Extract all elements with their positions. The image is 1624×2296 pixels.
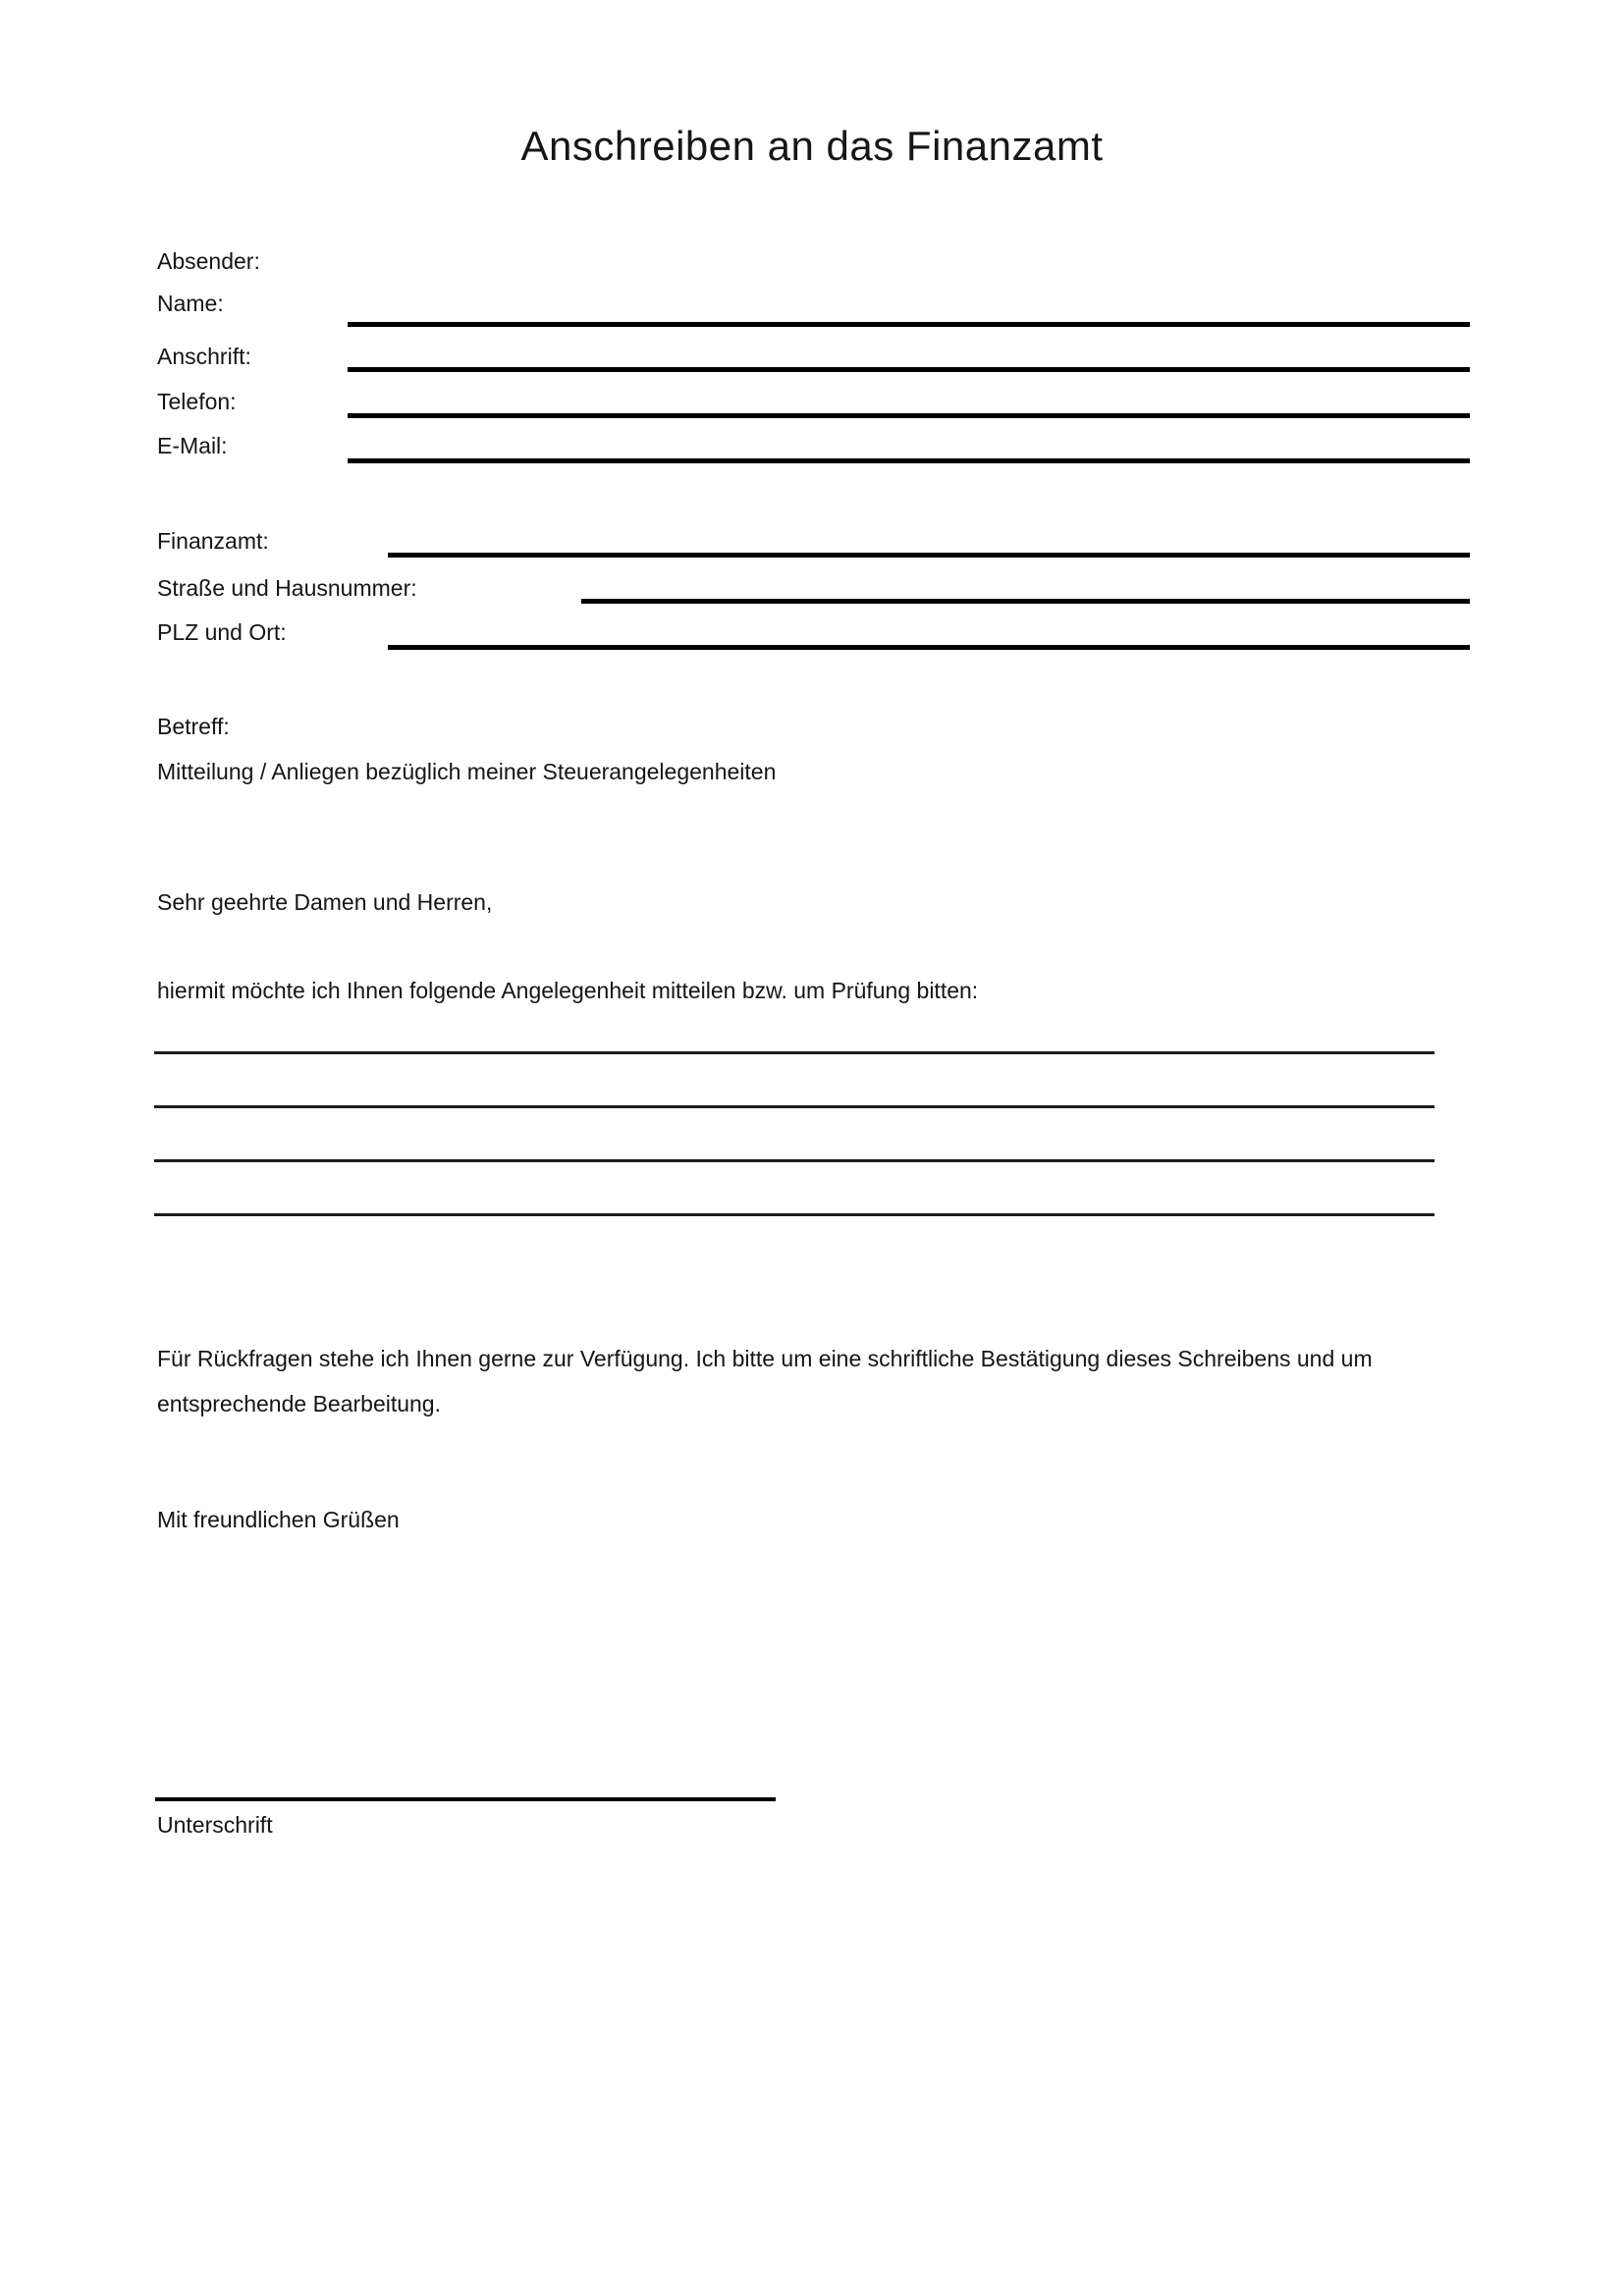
- telefon-field-line[interactable]: [348, 413, 1470, 418]
- subject-text: Mitteilung / Anliegen bezüglich meiner Steuerangelegenheiten: [157, 759, 777, 784]
- strasse-field-line[interactable]: [581, 599, 1470, 604]
- field-label-finanzamt: Finanzamt:: [157, 528, 269, 554]
- field-label-email: E-Mail:: [157, 433, 228, 458]
- message-blank-line-1[interactable]: [154, 1051, 1435, 1054]
- field-label-name: Name:: [157, 291, 224, 316]
- sender-section-heading: Absender:: [157, 248, 260, 274]
- sign-off-text: Mit freundlichen Grüßen: [157, 1507, 400, 1532]
- signature-caption: Unterschrift: [157, 1812, 273, 1838]
- field-label-anschrift: Anschrift:: [157, 344, 251, 369]
- anschrift-field-line[interactable]: [348, 367, 1470, 372]
- name-field-line[interactable]: [348, 322, 1470, 327]
- salutation-text: Sehr geehrte Damen und Herren,: [157, 889, 493, 915]
- page-title: Anschreiben an das Finanzamt: [520, 123, 1104, 169]
- subject-label: Betreff:: [157, 714, 230, 739]
- intro-text: hiermit möchte ich Ihnen folgende Angelegenheit mitteilen bzw. um Prüfung bitten:: [157, 978, 979, 1003]
- field-label-telefon: Telefon:: [157, 389, 237, 414]
- message-blank-line-2[interactable]: [154, 1105, 1435, 1108]
- finanzamt-field-line[interactable]: [388, 553, 1470, 558]
- signature-line[interactable]: [155, 1797, 776, 1801]
- message-blank-line-3[interactable]: [154, 1159, 1435, 1162]
- email-field-line[interactable]: [348, 458, 1470, 463]
- field-label-plz-ort: PLZ und Ort:: [157, 619, 287, 645]
- closing-paragraph: Für Rückfragen stehe ich Ihnen gerne zur Verfügung. Ich bitte um eine schriftliche Bestätigung dieses Schreibens und um entsprechende Bearbeitung.: [157, 1346, 1373, 1416]
- message-blank-line-4[interactable]: [154, 1213, 1435, 1216]
- plz-field-line[interactable]: [388, 645, 1470, 650]
- field-label-strasse-hausnummer: Straße und Hausnummer:: [157, 575, 417, 601]
